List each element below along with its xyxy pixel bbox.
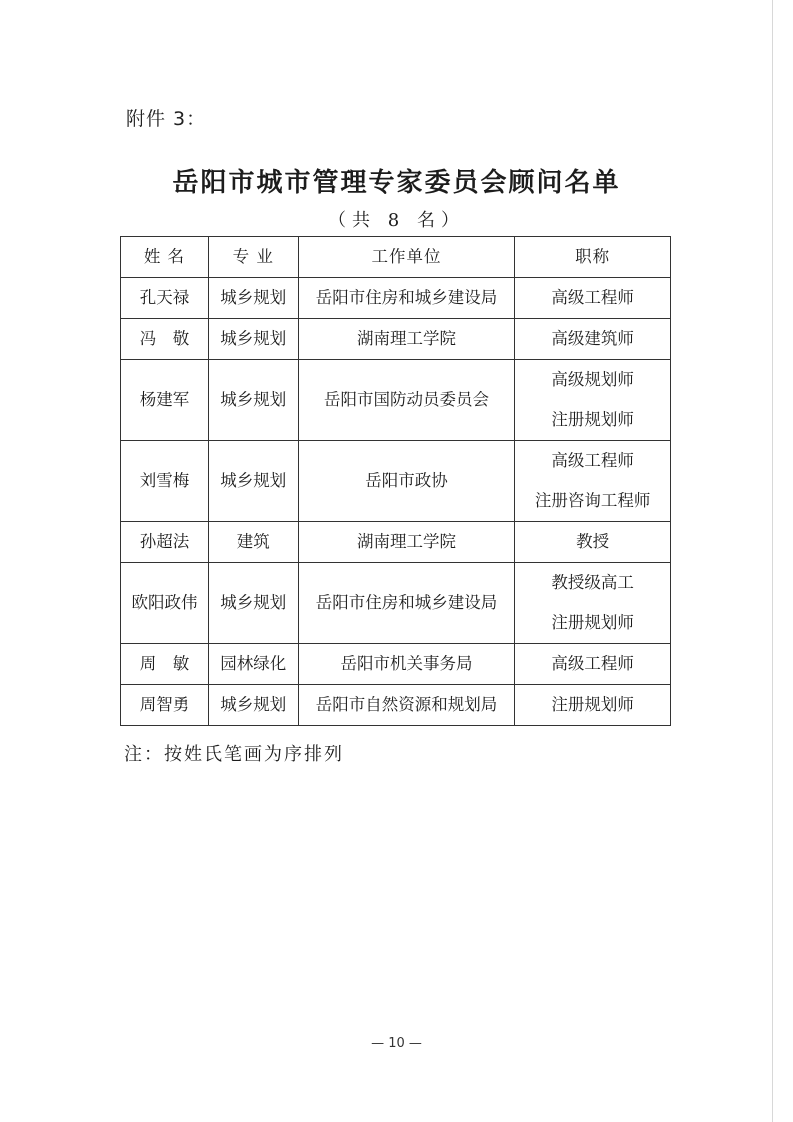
cell-title	[515, 644, 671, 685]
cell-title	[515, 563, 671, 644]
cell-title-line: 高级工程师	[551, 288, 634, 307]
cell-unit: 湖南理工学院	[298, 319, 515, 360]
header-unit: 工作单位	[298, 237, 515, 278]
cell-title	[515, 522, 671, 563]
cell-major: 城乡规划	[208, 563, 298, 644]
cell-title-line: 注册咨询工程师	[534, 491, 651, 510]
cell-name: 周智勇	[121, 685, 209, 726]
cell-name: 刘雪梅	[121, 441, 209, 522]
document-title: 岳阳市城市管理专家委员会顾问名单	[172, 168, 621, 198]
cell-name: 冯 敬	[121, 319, 209, 360]
cell-unit: 岳阳市住房和城乡建设局	[298, 278, 515, 319]
advisor-table	[120, 236, 671, 726]
cell-unit: 湖南理工学院	[298, 522, 515, 563]
cell-major: 城乡规划	[208, 319, 298, 360]
document-subtitle: （共 8 名）	[328, 210, 465, 231]
table-header-row	[121, 237, 671, 278]
cell-name: 周 敏	[121, 644, 209, 685]
cell-name: 欧阳政伟	[121, 563, 209, 644]
cell-title-line: 高级工程师	[551, 654, 634, 673]
cell-title-line: 高级建筑师	[551, 329, 634, 348]
cell-title-line: 注册规划师	[551, 410, 634, 429]
header-major: 专 业	[208, 237, 298, 278]
cell-unit: 岳阳市自然资源和规划局	[298, 685, 515, 726]
table-row	[121, 319, 671, 360]
table-row	[121, 685, 671, 726]
table-row	[121, 278, 671, 319]
cell-title-line: 注册规划师	[551, 613, 634, 632]
cell-unit: 岳阳市机关事务局	[298, 644, 515, 685]
table-row	[121, 441, 671, 522]
cell-major: 园林绿化	[208, 644, 298, 685]
cell-title	[515, 319, 671, 360]
cell-name: 孙超法	[121, 522, 209, 563]
cell-major: 城乡规划	[208, 685, 298, 726]
cell-major: 城乡规划	[208, 278, 298, 319]
cell-title	[515, 441, 671, 522]
cell-unit: 岳阳市政协	[298, 441, 515, 522]
cell-major: 城乡规划	[208, 360, 298, 441]
table-row	[121, 360, 671, 441]
cell-title-line: 教授	[576, 532, 610, 551]
cell-major: 城乡规划	[208, 441, 298, 522]
cell-major: 建筑	[208, 522, 298, 563]
cell-title	[515, 278, 671, 319]
cell-title	[515, 685, 671, 726]
cell-name: 杨建军	[121, 360, 209, 441]
table-row	[121, 644, 671, 685]
cell-unit: 岳阳市住房和城乡建设局	[298, 563, 515, 644]
page-number: — 10 —	[371, 1036, 422, 1051]
table-row	[121, 522, 671, 563]
table-row	[121, 563, 671, 644]
cell-unit: 岳阳市国防动员委员会	[298, 360, 515, 441]
cell-title-line: 高级工程师	[551, 451, 634, 470]
cell-title-line: 注册规划师	[551, 695, 634, 714]
header-name: 姓 名	[121, 237, 209, 278]
cell-title-line: 高级规划师	[551, 370, 634, 389]
advisor-table-body	[121, 278, 671, 726]
table-note: 注：按姓氏笔画为序排列	[124, 744, 344, 765]
cell-title	[515, 360, 671, 441]
header-title: 职称	[515, 237, 671, 278]
cell-title-line: 教授级高工	[551, 573, 634, 592]
attachment-label: 附件 3：	[126, 108, 207, 130]
cell-name: 孔天禄	[121, 278, 209, 319]
